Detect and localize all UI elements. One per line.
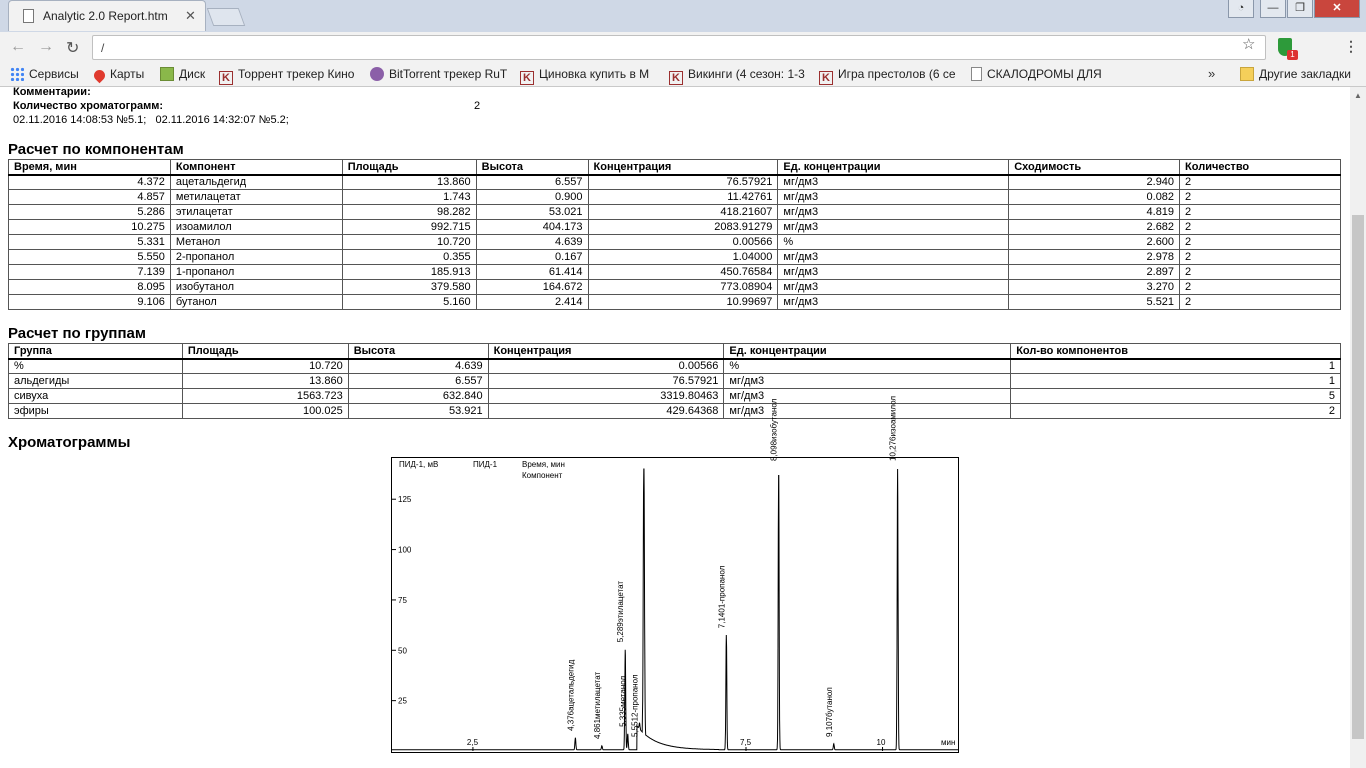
table-cell: 98.282 — [342, 205, 476, 220]
bookmark-disk[interactable] — [160, 67, 210, 81]
document-icon — [23, 9, 34, 23]
bookmark-label: Сервисы — [29, 67, 79, 81]
bookmark-got[interactable] — [819, 67, 959, 85]
table-cell: мг/дм3 — [778, 205, 1009, 220]
scroll-thumb[interactable] — [1352, 215, 1364, 739]
table-row — [9, 374, 1341, 389]
y-tick-label: 75 — [398, 595, 407, 605]
table-cell: 10.99697 — [588, 295, 778, 310]
table-cell: 0.00566 — [488, 359, 724, 374]
peak-label: 8,098изобутанол — [769, 398, 779, 461]
run-list: 02.11.2016 14:08:53 №5.1; 02.11.2016 14:32:07 №5.2; — [13, 114, 289, 126]
column-header: Высота — [348, 344, 488, 359]
table-row — [9, 295, 1341, 310]
table-row — [9, 250, 1341, 265]
table-cell: 11.42761 — [588, 190, 778, 205]
legend-label: ПИД-1 — [473, 460, 498, 469]
bookmark-label: Карты — [110, 67, 145, 81]
table-row — [9, 389, 1341, 404]
table-cell: мг/дм3 — [778, 175, 1009, 190]
bittorrent-icon — [370, 67, 384, 81]
column-header: Количество — [1180, 160, 1341, 175]
table-cell: 0.167 — [476, 250, 588, 265]
table-cell: 4.639 — [348, 359, 488, 374]
table-cell: % — [724, 359, 1011, 374]
table-cell: 2 — [1180, 280, 1341, 295]
column-header: Время, мин — [9, 160, 171, 175]
table-cell: 10.720 — [182, 359, 348, 374]
table-row — [9, 190, 1341, 205]
user-icon[interactable]: ◔ — [1228, 0, 1254, 18]
peak-label: 4,376ацетальдегид — [566, 659, 576, 731]
table-cell: 10.720 — [342, 235, 476, 250]
table-cell: мг/дм3 — [778, 295, 1009, 310]
peak-label: 7,1401-пропанол — [717, 565, 727, 629]
column-header: Площадь — [182, 344, 348, 359]
table-row — [9, 265, 1341, 280]
table-cell: 632.840 — [348, 389, 488, 404]
bookmark-label: Циновка купить в М — [539, 67, 650, 81]
k-icon: K — [219, 71, 233, 85]
table-cell: 100.025 — [182, 404, 348, 419]
reload-icon[interactable]: ↻ — [66, 40, 80, 57]
table-cell: 2 — [1180, 205, 1341, 220]
table-cell: 2.897 — [1009, 265, 1180, 280]
table-row — [9, 205, 1341, 220]
chromatograms-title: Хроматограммы — [8, 434, 131, 451]
plot-frame — [392, 458, 959, 753]
groups-title: Расчет по группам — [8, 325, 146, 342]
table-row — [9, 280, 1341, 295]
table-cell: 3319.80463 — [488, 389, 724, 404]
table-cell: 2 — [1180, 175, 1341, 190]
table-cell: 5.331 — [9, 235, 171, 250]
table-cell: мг/дм3 — [778, 220, 1009, 235]
scroll-up-icon[interactable]: ▲ — [1354, 91, 1362, 100]
column-header: Ед. концентрации — [778, 160, 1009, 175]
table-cell: 2 — [1180, 190, 1341, 205]
table-cell: 76.57921 — [488, 374, 724, 389]
table-cell: 1-пропанол — [170, 265, 342, 280]
page-icon — [971, 67, 982, 81]
table-cell: 61.414 — [476, 265, 588, 280]
vertical-scrollbar[interactable] — [1350, 87, 1366, 768]
table-cell: мг/дм3 — [778, 265, 1009, 280]
address-bar[interactable] — [92, 35, 1266, 60]
table-cell: мг/дм3 — [778, 250, 1009, 265]
table-cell: 2 — [1011, 404, 1341, 419]
table-cell: 1.04000 — [588, 250, 778, 265]
bookmark-bittorrent[interactable] — [370, 67, 506, 81]
table-cell: мг/дм3 — [724, 404, 1011, 419]
bookmark-label: Торрент трекер Кино — [238, 67, 355, 81]
table-cell: 53.021 — [476, 205, 588, 220]
table-cell: 0.082 — [1009, 190, 1180, 205]
bookmark-label: Игра престолов (6 се — [838, 67, 956, 81]
peak-label: 5,289этилацетат — [616, 580, 626, 643]
bookmark-star-icon[interactable]: ☆ — [1242, 36, 1256, 53]
table-cell: 76.57921 — [588, 175, 778, 190]
table-cell: 4.372 — [9, 175, 171, 190]
new-tab-button[interactable] — [207, 8, 246, 26]
bookmark-label: BitTorrent трекер RuT — [389, 67, 508, 81]
bookmarks-more-icon[interactable]: » — [1208, 66, 1216, 81]
table-cell: 5.160 — [342, 295, 476, 310]
table-cell: 429.64368 — [488, 404, 724, 419]
menu-icon[interactable]: ⋮ — [1344, 38, 1358, 54]
k-icon: K — [669, 71, 683, 85]
table-cell: эфиры — [9, 404, 183, 419]
table-cell: 13.860 — [182, 374, 348, 389]
bookmark-maps[interactable] — [94, 67, 152, 81]
table-cell: 1563.723 — [182, 389, 348, 404]
table-row — [9, 235, 1341, 250]
count-value: 2 — [474, 100, 481, 112]
table-cell: 5.286 — [9, 205, 171, 220]
bookmark-label: СКАЛОДРОМЫ ДЛЯ — [987, 67, 1102, 81]
table-cell: ацетальдегид — [170, 175, 342, 190]
bookmark-tsinovka[interactable] — [520, 67, 658, 85]
other-bookmarks[interactable] — [1240, 67, 1362, 81]
table-cell: 2 — [1180, 250, 1341, 265]
table-cell: мг/дм3 — [778, 280, 1009, 295]
table-cell: 0.900 — [476, 190, 588, 205]
y-tick-label: 100 — [398, 545, 412, 555]
y-tick-label: 125 — [398, 495, 412, 505]
x-tick-label: 2,5 — [466, 738, 479, 747]
disk-icon — [160, 67, 174, 81]
peak-label: 5,5512-пропанол — [630, 674, 640, 737]
table-cell: альдегиды — [9, 374, 183, 389]
table-row — [9, 359, 1341, 374]
table-cell: 2 — [1180, 220, 1341, 235]
table-cell: 4.857 — [9, 190, 171, 205]
map-pin-icon — [92, 68, 108, 84]
back-arrow-icon[interactable]: ← — [10, 38, 26, 55]
table-row — [9, 220, 1341, 235]
table-cell: 5 — [1011, 389, 1341, 404]
table-cell: 7.139 — [9, 265, 171, 280]
groups-table — [8, 343, 1341, 419]
table-cell: мг/дм3 — [724, 389, 1011, 404]
table-cell: 1 — [1011, 359, 1341, 374]
table-cell: 5.521 — [1009, 295, 1180, 310]
title-bar — [0, 0, 1366, 32]
table-cell: сивуха — [9, 389, 183, 404]
bookmark-label: Другие закладки — [1259, 67, 1351, 81]
table-cell: Метанол — [170, 235, 342, 250]
column-header: Кол-во компонентов — [1011, 344, 1341, 359]
bookmark-services[interactable] — [10, 67, 82, 81]
y-tick-label: 25 — [398, 696, 407, 706]
column-header: Высота — [476, 160, 588, 175]
bookmark-torrent[interactable] — [219, 67, 357, 85]
k-icon: K — [819, 71, 833, 85]
table-cell: 6.557 — [348, 374, 488, 389]
header-text: Время, мин — [522, 460, 565, 469]
table-cell: изобутанол — [170, 280, 342, 295]
table-cell: 450.76584 — [588, 265, 778, 280]
table-cell: бутанол — [170, 295, 342, 310]
column-header: Площадь — [342, 160, 476, 175]
x-tick-label: 7,5 — [740, 738, 752, 747]
table-cell: 13.860 — [342, 175, 476, 190]
table-cell: 2.978 — [1009, 250, 1180, 265]
tab-close-icon[interactable]: ✕ — [185, 8, 196, 23]
table-cell: 2.600 — [1009, 235, 1180, 250]
peak-label: 5,335метанол — [618, 675, 628, 727]
table-cell: 0.355 — [342, 250, 476, 265]
table-cell: 10.275 — [9, 220, 171, 235]
table-cell: 164.672 — [476, 280, 588, 295]
table-row — [9, 404, 1341, 419]
bookmarks-bar — [0, 62, 1366, 87]
table-row — [9, 175, 1341, 190]
forward-arrow-icon[interactable]: → — [38, 38, 54, 55]
column-header: Группа — [9, 344, 183, 359]
table-cell: 404.173 — [476, 220, 588, 235]
table-cell: мг/дм3 — [778, 190, 1009, 205]
table-cell: 2 — [1180, 265, 1341, 280]
column-header: Ед. концентрации — [724, 344, 1011, 359]
table-cell: 4.639 — [476, 235, 588, 250]
table-cell: 9.106 — [9, 295, 171, 310]
peak-label: 10,276изоамилол — [888, 395, 898, 461]
apps-grid-icon — [10, 67, 24, 81]
column-header: Сходимость — [1009, 160, 1180, 175]
browser-tab[interactable] — [8, 0, 206, 31]
table-cell: 185.913 — [342, 265, 476, 280]
table-cell: мг/дм3 — [724, 374, 1011, 389]
close-button[interactable]: ✕ — [1314, 0, 1360, 18]
column-header: Компонент — [170, 160, 342, 175]
count-label: Количество хроматограмм: — [13, 100, 164, 112]
table-cell: 2 — [1180, 295, 1341, 310]
column-header: Концентрация — [588, 160, 778, 175]
table-cell: 4.819 — [1009, 205, 1180, 220]
bookmark-vikings[interactable] — [669, 67, 807, 85]
tab-title: Analytic 2.0 Report.htm — [43, 9, 168, 23]
table-cell: 8.095 — [9, 280, 171, 295]
table-cell: 0.00566 — [588, 235, 778, 250]
table-cell: 2083.91279 — [588, 220, 778, 235]
table-cell: 418.21607 — [588, 205, 778, 220]
bookmark-label: Викинги (4 сезон: 1-3 — [688, 67, 805, 81]
table-cell: 1 — [1011, 374, 1341, 389]
peak-label: 4,861метилацетат — [592, 671, 602, 739]
folder-icon — [1240, 67, 1254, 81]
components-title: Расчет по компонентам — [8, 141, 184, 158]
table-cell: изоамилол — [170, 220, 342, 235]
peak-label: 9,107бутанол — [824, 687, 834, 737]
k-icon: K — [520, 71, 534, 85]
table-cell: 3.270 — [1009, 280, 1180, 295]
table-cell: % — [9, 359, 183, 374]
extension-badge: 1 — [1287, 50, 1298, 60]
table-cell: метилацетат — [170, 190, 342, 205]
y-axis-label: ПИД-1, мВ — [399, 460, 439, 469]
table-cell: 2.414 — [476, 295, 588, 310]
table-cell: 6.557 — [476, 175, 588, 190]
table-cell: 5.550 — [9, 250, 171, 265]
bookmark-label: Диск — [179, 67, 206, 81]
table-cell: 2-пропанол — [170, 250, 342, 265]
table-cell: 53.921 — [348, 404, 488, 419]
table-cell: 379.580 — [342, 280, 476, 295]
table-cell: 2.682 — [1009, 220, 1180, 235]
comments-label: Комментарии: — [13, 86, 91, 98]
x-tick-label: 10 — [876, 738, 886, 747]
page-content — [0, 87, 1350, 768]
x-axis-label: мин — [941, 738, 956, 747]
toolbar — [0, 32, 1366, 62]
column-header: Концентрация — [488, 344, 724, 359]
table-cell: этилацетат — [170, 205, 342, 220]
bookmark-climbing[interactable] — [971, 67, 1105, 81]
table-cell: 2.940 — [1009, 175, 1180, 190]
address-text: / — [101, 41, 105, 55]
table-cell: % — [778, 235, 1009, 250]
header-text: Компонент — [522, 471, 563, 480]
maximize-button[interactable]: ❐ — [1287, 0, 1313, 18]
table-cell: 2 — [1180, 235, 1341, 250]
components-table — [8, 159, 1341, 310]
table-cell: 1.743 — [342, 190, 476, 205]
table-cell: 773.08904 — [588, 280, 778, 295]
table-cell: 992.715 — [342, 220, 476, 235]
minimize-button[interactable]: — — [1260, 0, 1286, 18]
y-tick-label: 50 — [398, 646, 407, 656]
